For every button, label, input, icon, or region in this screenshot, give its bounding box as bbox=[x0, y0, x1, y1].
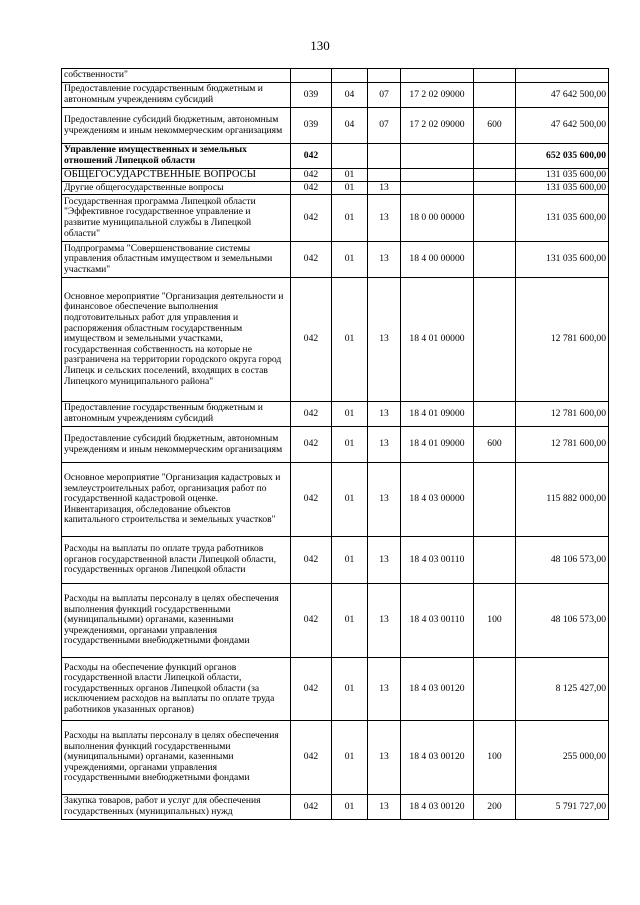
cell-target-article: 18 4 01 09000 bbox=[401, 402, 474, 427]
cell-subsection-code bbox=[368, 144, 401, 169]
cell-expense-type: 600 bbox=[474, 108, 516, 144]
cell-ved-code: 042 bbox=[291, 427, 332, 463]
table-row bbox=[62, 402, 609, 427]
cell-amount: 48 106 573,00 bbox=[516, 537, 609, 584]
cell-expense-type bbox=[474, 537, 516, 584]
cell-section-code bbox=[332, 69, 368, 83]
cell-section-code: 01 bbox=[332, 195, 368, 242]
cell-subsection-code: 13 bbox=[368, 182, 401, 195]
cell-subsection-code: 13 bbox=[368, 402, 401, 427]
cell-amount: 48 106 573,00 bbox=[516, 584, 609, 658]
table-row bbox=[62, 144, 609, 169]
cell-section-code: 01 bbox=[332, 427, 368, 463]
cell-expense-type: 100 bbox=[474, 584, 516, 658]
cell-subsection-code: 13 bbox=[368, 427, 401, 463]
cell-ved-code: 042 bbox=[291, 195, 332, 242]
table-row bbox=[62, 108, 609, 144]
cell-section-code: 01 bbox=[332, 278, 368, 402]
table-row bbox=[62, 278, 609, 402]
cell-subsection-code: 13 bbox=[368, 242, 401, 278]
table-row bbox=[62, 69, 609, 83]
row-name: Предоставление субсидий бюджетным, автономным учреждениям и иным некоммерческим организациям bbox=[62, 108, 291, 144]
cell-target-article: 17 2 02 09000 bbox=[401, 108, 474, 144]
row-name: Управление имущественных и земельных отношений Липецкой области bbox=[62, 144, 291, 169]
row-name: Государственная программа Липецкой области "Эффективное государственное управление и развитие муниципальной службы в Липецкой области" bbox=[62, 195, 291, 242]
row-name: Расходы на выплаты персоналу в целях обеспечения выполнения функций государственными (муниципальными) органами, казенными учреждениями, органами управления государственными внебюджетными фондами bbox=[62, 584, 291, 658]
row-name: Другие общегосударственные вопросы bbox=[62, 182, 291, 195]
cell-subsection-code: 13 bbox=[368, 721, 401, 795]
cell-amount: 131 035 600,00 bbox=[516, 195, 609, 242]
cell-section-code: 04 bbox=[332, 108, 368, 144]
cell-target-article: 18 4 03 00110 bbox=[401, 537, 474, 584]
table-row bbox=[62, 463, 609, 537]
cell-amount: 255 000,00 bbox=[516, 721, 609, 795]
table-row bbox=[62, 584, 609, 658]
cell-expense-type bbox=[474, 83, 516, 108]
cell-subsection-code: 13 bbox=[368, 584, 401, 658]
cell-amount: 131 035 600,00 bbox=[516, 242, 609, 278]
cell-subsection-code: 13 bbox=[368, 195, 401, 242]
cell-target-article bbox=[401, 144, 474, 169]
cell-expense-type bbox=[474, 658, 516, 721]
cell-section-code: 01 bbox=[332, 584, 368, 658]
cell-ved-code: 042 bbox=[291, 584, 332, 658]
cell-ved-code: 042 bbox=[291, 795, 332, 820]
cell-subsection-code: 07 bbox=[368, 108, 401, 144]
cell-amount: 12 781 600,00 bbox=[516, 427, 609, 463]
row-name: Основное мероприятие "Организация деятельности и финансовое обеспечение выполнения подготовительных работ для управления и распоряжения областным государственным имуществом и земельными участками, государственная собственность на которые не разграничена на территории городского округа город Липецк и сельских поселений, входящих в состав Липецкого муниципального района" bbox=[62, 278, 291, 402]
table-row bbox=[62, 658, 609, 721]
row-name: Расходы на выплаты персоналу в целях обеспечения выполнения функций государственными (муниципальными) органами, казенными учреждениями, органами управления государственными внебюджетными фондами bbox=[62, 721, 291, 795]
cell-section-code: 01 bbox=[332, 658, 368, 721]
table-row bbox=[62, 195, 609, 242]
row-name: Расходы на обеспечение функций органов государственной власти Липецкой области, государственных органов Липецкой области (за исключением расходов на выплаты по оплате труда работников указанных органов) bbox=[62, 658, 291, 721]
row-name: Закупка товаров, работ и услуг для обеспечения государственных (муниципальных) нужд bbox=[62, 795, 291, 820]
row-name: ОБЩЕГОСУДАРСТВЕННЫЕ ВОПРОСЫ bbox=[62, 169, 291, 182]
cell-ved-code bbox=[291, 69, 332, 83]
cell-amount bbox=[516, 69, 609, 83]
cell-section-code bbox=[332, 144, 368, 169]
row-name: Подпрограмма "Совершенствование системы управления областным имуществом и земельными участками" bbox=[62, 242, 291, 278]
cell-target-article: 18 4 01 09000 bbox=[401, 427, 474, 463]
cell-expense-type bbox=[474, 402, 516, 427]
cell-target-article bbox=[401, 69, 474, 83]
cell-expense-type: 200 bbox=[474, 795, 516, 820]
cell-section-code: 01 bbox=[332, 463, 368, 537]
cell-ved-code: 039 bbox=[291, 83, 332, 108]
cell-target-article: 18 4 03 00120 bbox=[401, 658, 474, 721]
cell-expense-type bbox=[474, 69, 516, 83]
cell-expense-type: 600 bbox=[474, 427, 516, 463]
cell-expense-type: 100 bbox=[474, 721, 516, 795]
cell-subsection-code: 13 bbox=[368, 795, 401, 820]
cell-amount: 47 642 500,00 bbox=[516, 83, 609, 108]
cell-amount: 5 791 727,00 bbox=[516, 795, 609, 820]
cell-section-code: 01 bbox=[332, 721, 368, 795]
cell-amount: 12 781 600,00 bbox=[516, 402, 609, 427]
cell-expense-type bbox=[474, 463, 516, 537]
cell-expense-type bbox=[474, 182, 516, 195]
cell-ved-code: 042 bbox=[291, 658, 332, 721]
page-number: 130 bbox=[310, 38, 330, 53]
budget-table bbox=[61, 68, 609, 820]
cell-expense-type bbox=[474, 195, 516, 242]
table-row bbox=[62, 427, 609, 463]
cell-subsection-code: 13 bbox=[368, 658, 401, 721]
cell-subsection-code: 13 bbox=[368, 278, 401, 402]
cell-target-article bbox=[401, 182, 474, 195]
cell-ved-code: 039 bbox=[291, 108, 332, 144]
cell-subsection-code: 07 bbox=[368, 83, 401, 108]
cell-subsection-code: 13 bbox=[368, 537, 401, 584]
cell-subsection-code bbox=[368, 169, 401, 182]
table-row bbox=[62, 169, 609, 182]
table-row bbox=[62, 795, 609, 820]
cell-target-article: 18 0 00 00000 bbox=[401, 195, 474, 242]
cell-expense-type bbox=[474, 278, 516, 402]
cell-section-code: 04 bbox=[332, 83, 368, 108]
table-row bbox=[62, 721, 609, 795]
cell-section-code: 01 bbox=[332, 242, 368, 278]
cell-target-article: 18 4 00 00000 bbox=[401, 242, 474, 278]
cell-subsection-code bbox=[368, 69, 401, 83]
row-name: Предоставление субсидий бюджетным, автономным учреждениям и иным некоммерческим организациям bbox=[62, 427, 291, 463]
table-row bbox=[62, 182, 609, 195]
cell-amount: 131 035 600,00 bbox=[516, 182, 609, 195]
cell-ved-code: 042 bbox=[291, 537, 332, 584]
cell-amount: 131 035 600,00 bbox=[516, 169, 609, 182]
cell-expense-type bbox=[474, 169, 516, 182]
table-row bbox=[62, 242, 609, 278]
cell-target-article: 18 4 03 00110 bbox=[401, 584, 474, 658]
cell-target-article: 17 2 02 09000 bbox=[401, 83, 474, 108]
cell-section-code: 01 bbox=[332, 537, 368, 584]
cell-ved-code: 042 bbox=[291, 463, 332, 537]
cell-subsection-code: 13 bbox=[368, 463, 401, 537]
cell-ved-code: 042 bbox=[291, 402, 332, 427]
cell-ved-code: 042 bbox=[291, 242, 332, 278]
cell-ved-code: 042 bbox=[291, 278, 332, 402]
cell-section-code: 01 bbox=[332, 402, 368, 427]
row-name: Основное мероприятие "Организация кадастровых и землеустроительных работ, организация работ по государственной кадастровой оценке. Инвентаризация, обследование объектов капитального строительства и земельных участков" bbox=[62, 463, 291, 537]
cell-section-code: 01 bbox=[332, 169, 368, 182]
cell-section-code: 01 bbox=[332, 182, 368, 195]
table-row bbox=[62, 83, 609, 108]
row-name: Расходы на выплаты по оплате труда работников органов государственной власти Липецкой области, государственных органов Липецкой области bbox=[62, 537, 291, 584]
cell-target-article: 18 4 03 00120 bbox=[401, 721, 474, 795]
cell-ved-code: 042 bbox=[291, 169, 332, 182]
row-name: Предоставление государственным бюджетным и автономным учреждениям субсидий bbox=[62, 402, 291, 427]
cell-amount: 115 882 000,00 bbox=[516, 463, 609, 537]
cell-amount: 8 125 427,00 bbox=[516, 658, 609, 721]
row-name: Предоставление государственным бюджетным и автономным учреждениям субсидий bbox=[62, 83, 291, 108]
table-row bbox=[62, 537, 609, 584]
cell-target-article: 18 4 03 00120 bbox=[401, 795, 474, 820]
cell-ved-code: 042 bbox=[291, 182, 332, 195]
cell-section-code: 01 bbox=[332, 795, 368, 820]
cell-expense-type bbox=[474, 144, 516, 169]
cell-expense-type bbox=[474, 242, 516, 278]
cell-target-article: 18 4 01 00000 bbox=[401, 278, 474, 402]
cell-ved-code: 042 bbox=[291, 721, 332, 795]
cell-target-article bbox=[401, 169, 474, 182]
cell-target-article: 18 4 03 00000 bbox=[401, 463, 474, 537]
cell-amount: 47 642 500,00 bbox=[516, 108, 609, 144]
cell-amount: 652 035 600,00 bbox=[516, 144, 609, 169]
cell-amount: 12 781 600,00 bbox=[516, 278, 609, 402]
row-name: собственности" bbox=[62, 69, 291, 83]
cell-ved-code: 042 bbox=[291, 144, 332, 169]
